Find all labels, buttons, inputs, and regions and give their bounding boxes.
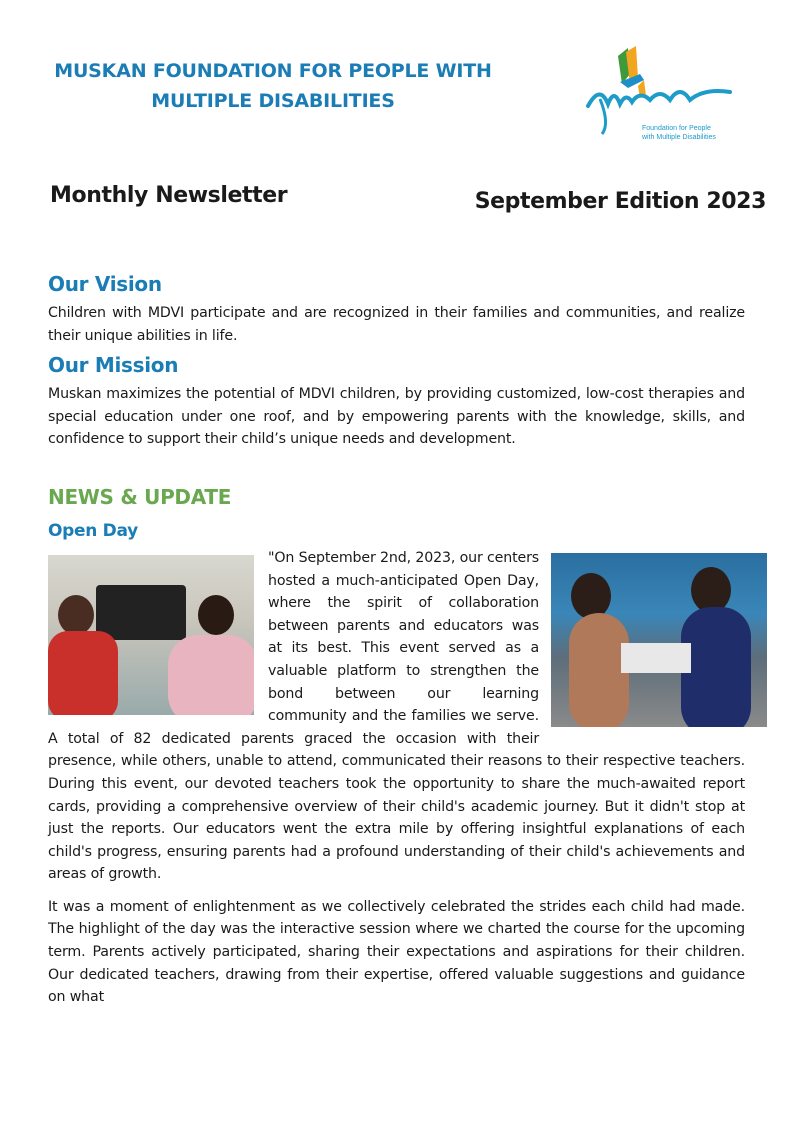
vision-heading: Our Vision	[48, 272, 162, 296]
logo-tagline-2: with Multiple Disabilities	[642, 134, 716, 141]
open-day-heading: Open Day	[48, 520, 138, 541]
vision-text: Children with MDVI participate and are recognized in their families and communities, and realize their unique abilities in life.	[48, 305, 745, 344]
photo-teacher-parent-meeting	[551, 553, 767, 727]
newsletter-body	[48, 272, 745, 1009]
open-day-paragraph-1-text: "On September 2nd, 2023, our centers hosted a much-anticipated Open Day, where the spirit of collaboration between parents and educators was at its best. This event served as a valuable platform to strengthen the bond between our learning community and the families we serve. A total of 82 dedicated parents graced the occasion with their presence, while others, unable to attend, communicated their reasons to their respective teachers. During this event, our devoted teachers took the opportunity to share the much-awaited report cards, providing a comprehensive overview of their child's academic journey. But it didn't stop at just the reports. Our educators went the extra mile by offering insightful explanations of each child's progress, ensuring parents had a profound understanding of their child's achievements and areas of growth.	[48, 549, 745, 883]
newsletter-title: Monthly Newsletter	[50, 183, 288, 208]
org-name-line1: MUSKAN FOUNDATION FOR PEOPLE WITH	[54, 60, 492, 82]
org-name-line2: MULTIPLE DISABILITIES	[151, 90, 395, 112]
mission-heading: Our Mission	[48, 353, 179, 378]
organization-name	[40, 56, 506, 116]
photo-report-card-review	[48, 555, 254, 715]
muskan-logo	[580, 44, 750, 144]
edition-label: September Edition 2023	[474, 189, 766, 214]
open-day-paragraph-2: It was a moment of enlightenment as we collectively celebrated the strides each child had made. The highlight of the day was the interactive session where we charted the course for the upcoming term. Parents actively participated, sharing their expectations and aspirations for their children. Our dedicated teachers, drawing from their expertise, offered valuable suggestions and guidance on what	[48, 898, 745, 1006]
mission-text: Muskan maximizes the potential of MDVI children, by providing customized, low-cost therapies and special education under one roof, and by empowering parents with the knowledge, skills, and confidence to support their child’s unique needs and development.	[48, 386, 745, 448]
logo-tagline-1: Foundation for People	[642, 125, 711, 132]
news-heading: NEWS & UPDATE	[48, 484, 232, 509]
